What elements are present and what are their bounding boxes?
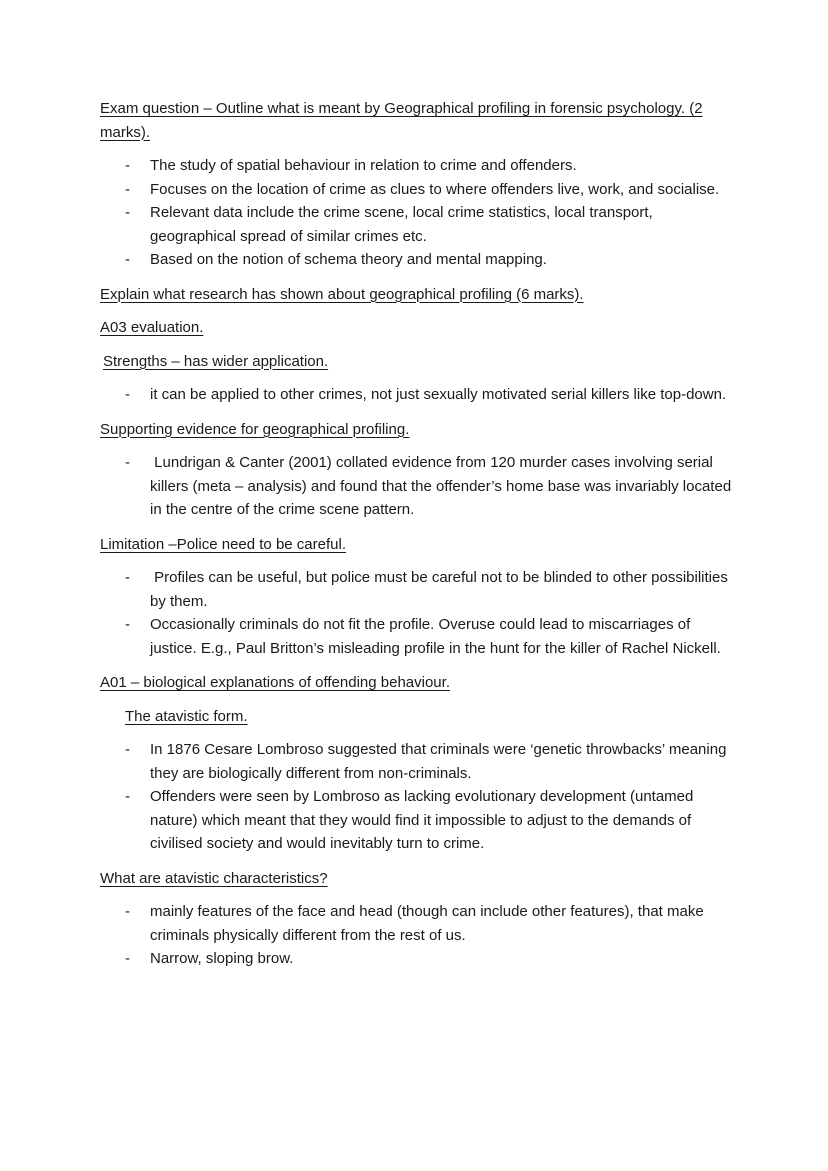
strengths-heading: Strengths – has wider application. <box>103 352 329 370</box>
bullet-dash: - <box>125 180 130 198</box>
bullet-dash: - <box>125 569 130 586</box>
bullet-dash: - <box>125 741 130 758</box>
list-item <box>100 451 740 522</box>
exam-question-list <box>100 154 740 272</box>
list-item-text: mainly features of the face and head (though can include other features), that make criminals physically different from the rest of us. <box>150 903 704 944</box>
list-item <box>100 613 740 660</box>
bullet-dash: - <box>125 386 130 403</box>
list-item <box>100 201 740 248</box>
list-item <box>100 178 740 202</box>
list-item <box>100 947 740 971</box>
atavistic-form-heading: The atavistic form. <box>125 707 248 725</box>
bullet-dash: - <box>125 157 130 174</box>
list-item <box>100 154 740 178</box>
atavistic-form-list <box>100 738 740 856</box>
list-item <box>100 248 740 272</box>
atavistic-characteristics-list <box>100 900 740 971</box>
explain-research-heading: Explain what research has shown about geographical profiling (6 marks). <box>100 285 584 303</box>
list-item-text: Based on the notion of schema theory and mental mapping. <box>150 251 547 268</box>
bullet-dash: - <box>125 616 130 633</box>
bullet-dash: - <box>125 251 130 268</box>
list-item-text: Profiles can be useful, but police must be careful not to be blinded to other possibilities by them. <box>150 569 733 610</box>
list-item <box>100 738 740 785</box>
list-item-text: The study of spatial behaviour in relation to crime and offenders. <box>150 157 577 174</box>
list-item-text: Relevant data include the crime scene, local crime statistics, local transport, geographical spread of similar crimes etc. <box>150 204 653 245</box>
list-item-text: Lundrigan & Canter (2001) collated evidence from 120 murder cases involving serial killers (meta – analysis) and found that the offender’s home base was invariably located in the centre of the crime scene pattern. <box>150 454 736 518</box>
list-item <box>100 900 740 947</box>
bullet-dash: - <box>125 903 130 920</box>
a01-heading: A01 – biological explanations of offending behaviour. <box>100 674 450 691</box>
list-item-text: Focuses on the location of crime as clues to where offenders live, work, and socialise. <box>150 180 720 198</box>
list-item-text: Offenders were seen by Lombroso as lacking evolutionary development (untamed nature) which meant that they would find it impossible to adjust to the demands of civilised society and would inevitably turn to crime. <box>150 788 694 852</box>
a03-evaluation-heading: A03 evaluation. <box>100 319 204 336</box>
bullet-dash: - <box>125 788 130 805</box>
supporting-evidence-list <box>100 451 740 522</box>
supporting-evidence-heading: Supporting evidence for geographical profiling. <box>100 420 410 438</box>
limitation-heading: Limitation –Police need to be careful. <box>100 535 346 553</box>
exam-question-heading: Exam question – Outline what is meant by Geographical profiling in forensic psychology. (2 marks). <box>100 100 703 141</box>
list-item-text: Occasionally criminals do not fit the profile. Overuse could lead to miscarriages of justice. E.g., Paul Britton’s misleading profile in the hunt for the killer of Rachel Nickell. <box>150 616 721 657</box>
limitation-list <box>100 566 740 660</box>
strengths-list <box>100 383 740 407</box>
bullet-dash: - <box>125 454 130 471</box>
list-item <box>100 566 740 613</box>
list-item <box>100 785 740 856</box>
list-item-text: In 1876 Cesare Lombroso suggested that criminals were ‘genetic throwbacks’ meaning they are biologically different from non-criminals. <box>150 741 727 782</box>
list-item <box>100 383 740 407</box>
list-item-text: Narrow, sloping brow. <box>150 950 294 967</box>
list-item-text: it can be applied to other crimes, not just sexually motivated serial killers like top-down. <box>150 386 727 403</box>
document-body <box>100 97 740 982</box>
bullet-dash: - <box>125 950 130 967</box>
atavistic-characteristics-heading: What are atavistic characteristics? <box>100 869 328 887</box>
bullet-dash: - <box>125 204 130 221</box>
